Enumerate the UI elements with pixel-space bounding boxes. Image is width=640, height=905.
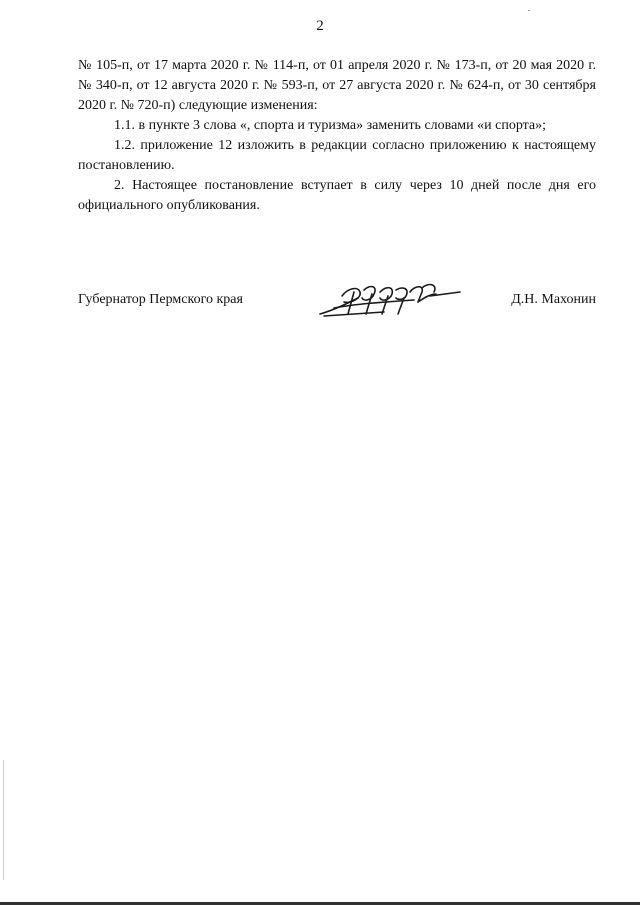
paragraph-item-1-1: 1.1. в пункте 3 слова «, спорта и туризма» заменить словами «и спорта»; <box>114 118 547 133</box>
signature-block <box>78 274 596 322</box>
scan-artifact-edge <box>3 760 4 880</box>
document-body <box>78 56 596 216</box>
signer-title: Губернатор Пермского края <box>78 292 243 307</box>
paragraph-item-1-2: 1.2. приложение 12 изложить в редакции согласно приложению к настоящему постановлению. <box>78 138 596 173</box>
handwritten-signature <box>314 274 464 322</box>
scan-artifact <box>528 10 530 11</box>
paragraph-item-2: 2. Настоящее постановление вступает в силу через 10 дней после дня его официального опубликования. <box>78 178 596 213</box>
page-number: 2 <box>316 18 324 34</box>
signer-name: Д.Н. Махонин <box>511 292 596 307</box>
paragraph-continuation: № 105-п, от 17 марта 2020 г. № 114-п, от 01 апреля 2020 г. № 173-п, от 20 мая 2020 г. № 340-п, от 12 августа 2020 г. № 593-п, от 27 августа 2020 г. № 624-п, от 30 сентября 2020 г. № 720-п) следующие изменения: <box>78 58 596 113</box>
